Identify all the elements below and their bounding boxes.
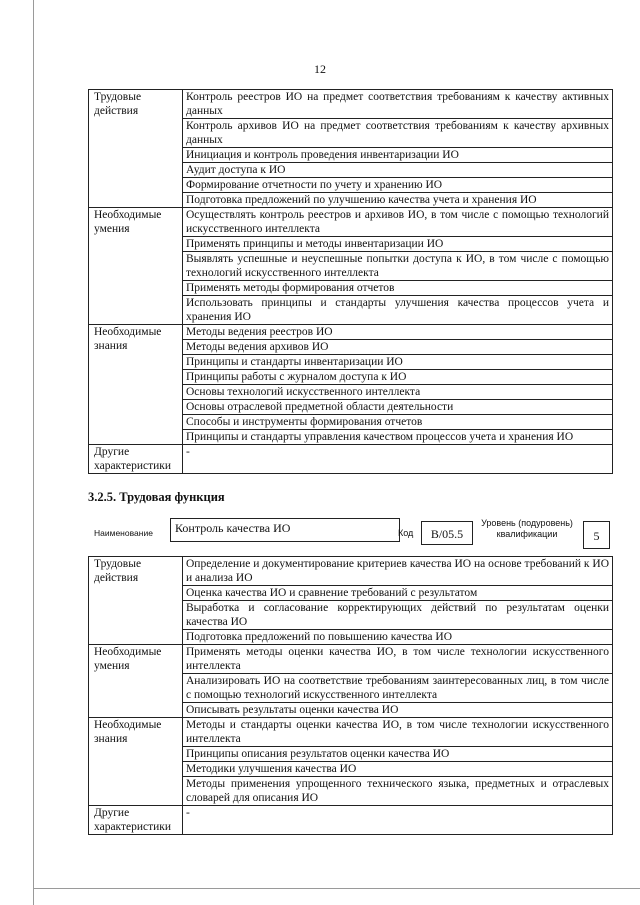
section-heading: 3.2.5. Трудовая функция xyxy=(88,490,225,504)
sheet-edge-bottom xyxy=(33,888,640,889)
table-row xyxy=(89,806,613,835)
row-category: Трудовые действия xyxy=(89,557,183,645)
row-item: Принципы описания результатов оценки качества ИО xyxy=(183,747,613,762)
table-row xyxy=(89,90,613,119)
row-item: Контроль архивов ИО на предмет соответствия требованиям к качеству архивных данных xyxy=(183,119,613,148)
row-item: Методы и стандарты оценки качества ИО, в том числе технологии искусственного интеллекта xyxy=(183,718,613,747)
row-item: Основы отраслевой предметной области деятельности xyxy=(183,400,613,415)
row-item: Подготовка предложений по улучшению качества учета и хранения ИО xyxy=(183,193,613,208)
row-item: Формирование отчетности по учету и хранению ИО xyxy=(183,178,613,193)
function-name: Контроль качества ИО xyxy=(170,518,400,542)
row-item: Принципы работы с журналом доступа к ИО xyxy=(183,370,613,385)
row-item: Описывать результаты оценки качества ИО xyxy=(183,703,613,718)
table-row xyxy=(89,445,613,474)
row-item: Выявлять успешные и неуспешные попытки доступа к ИО, в том числе с помощью технологий искусственного интеллекта xyxy=(183,252,613,281)
row-item: Основы технологий искусственного интеллекта xyxy=(183,385,613,400)
row-item: Инициация и контроль проведения инвентаризации ИО xyxy=(183,148,613,163)
row-item: Выработка и согласование корректирующих действий по результатам оценки качества ИО xyxy=(183,601,613,630)
row-item: Оценка качества ИО и сравнение требований с результатом xyxy=(183,586,613,601)
row-category: Необходимые умения xyxy=(89,208,183,325)
row-category: Необходимые умения xyxy=(89,645,183,718)
row-item: Подготовка предложений по повышению качества ИО xyxy=(183,630,613,645)
code-value: B/05.5 xyxy=(421,521,473,545)
table-row xyxy=(89,645,613,674)
row-category: Необходимые знания xyxy=(89,718,183,806)
row-category: Другие характеристики xyxy=(89,806,183,835)
sheet-edge-left xyxy=(33,0,34,905)
row-item: Методы применения упрощенного технического языка, предметных и отраслевых словарей для описания ИО xyxy=(183,777,613,806)
row-item: Применять принципы и методы инвентаризации ИО xyxy=(183,237,613,252)
table-row xyxy=(89,208,613,237)
row-item: Принципы и стандарты инвентаризации ИО xyxy=(183,355,613,370)
row-item: Осуществлять контроль реестров и архивов ИО, в том числе с помощью технологий искусственного интеллекта xyxy=(183,208,613,237)
row-item: Методики улучшения качества ИО xyxy=(183,762,613,777)
row-item: Аудит доступа к ИО xyxy=(183,163,613,178)
row-item: Определение и документирование критериев качества ИО на основе требований к ИО и анализа ИО xyxy=(183,557,613,586)
table-function xyxy=(88,556,613,835)
code-label: Код xyxy=(398,528,414,538)
row-item: Принципы и стандарты управления качеством процессов учета и хранения ИО xyxy=(183,430,613,445)
table-row xyxy=(89,325,613,340)
row-item: Методы ведения архивов ИО xyxy=(183,340,613,355)
level-label: Уровень (подуровень) квалификации xyxy=(481,518,573,539)
row-item: - xyxy=(183,806,613,835)
table-continued xyxy=(88,89,613,474)
row-item: Способы и инструменты формирования отчетов xyxy=(183,415,613,430)
row-item: Контроль реестров ИО на предмет соответствия требованиям к качеству активных данных xyxy=(183,90,613,119)
row-category: Другие характеристики xyxy=(89,445,183,474)
row-item: Использовать принципы и стандарты улучшения качества процессов учета и хранения ИО xyxy=(183,296,613,325)
table-row xyxy=(89,557,613,586)
row-category: Трудовые действия xyxy=(89,90,183,208)
row-item: Анализировать ИО на соответствие требованиям заинтересованных лиц, в том числе с помощью технологий искусственного интеллекта xyxy=(183,674,613,703)
name-label: Наименование xyxy=(94,528,153,538)
row-item: Применять методы оценки качества ИО, в том числе технологии искусственного интеллекта xyxy=(183,645,613,674)
page-number: 12 xyxy=(314,62,326,76)
row-item: Применять методы формирования отчетов xyxy=(183,281,613,296)
row-item: - xyxy=(183,445,613,474)
row-category: Необходимые знания xyxy=(89,325,183,445)
table-row xyxy=(89,718,613,747)
row-item: Методы ведения реестров ИО xyxy=(183,325,613,340)
level-value: 5 xyxy=(583,521,610,549)
